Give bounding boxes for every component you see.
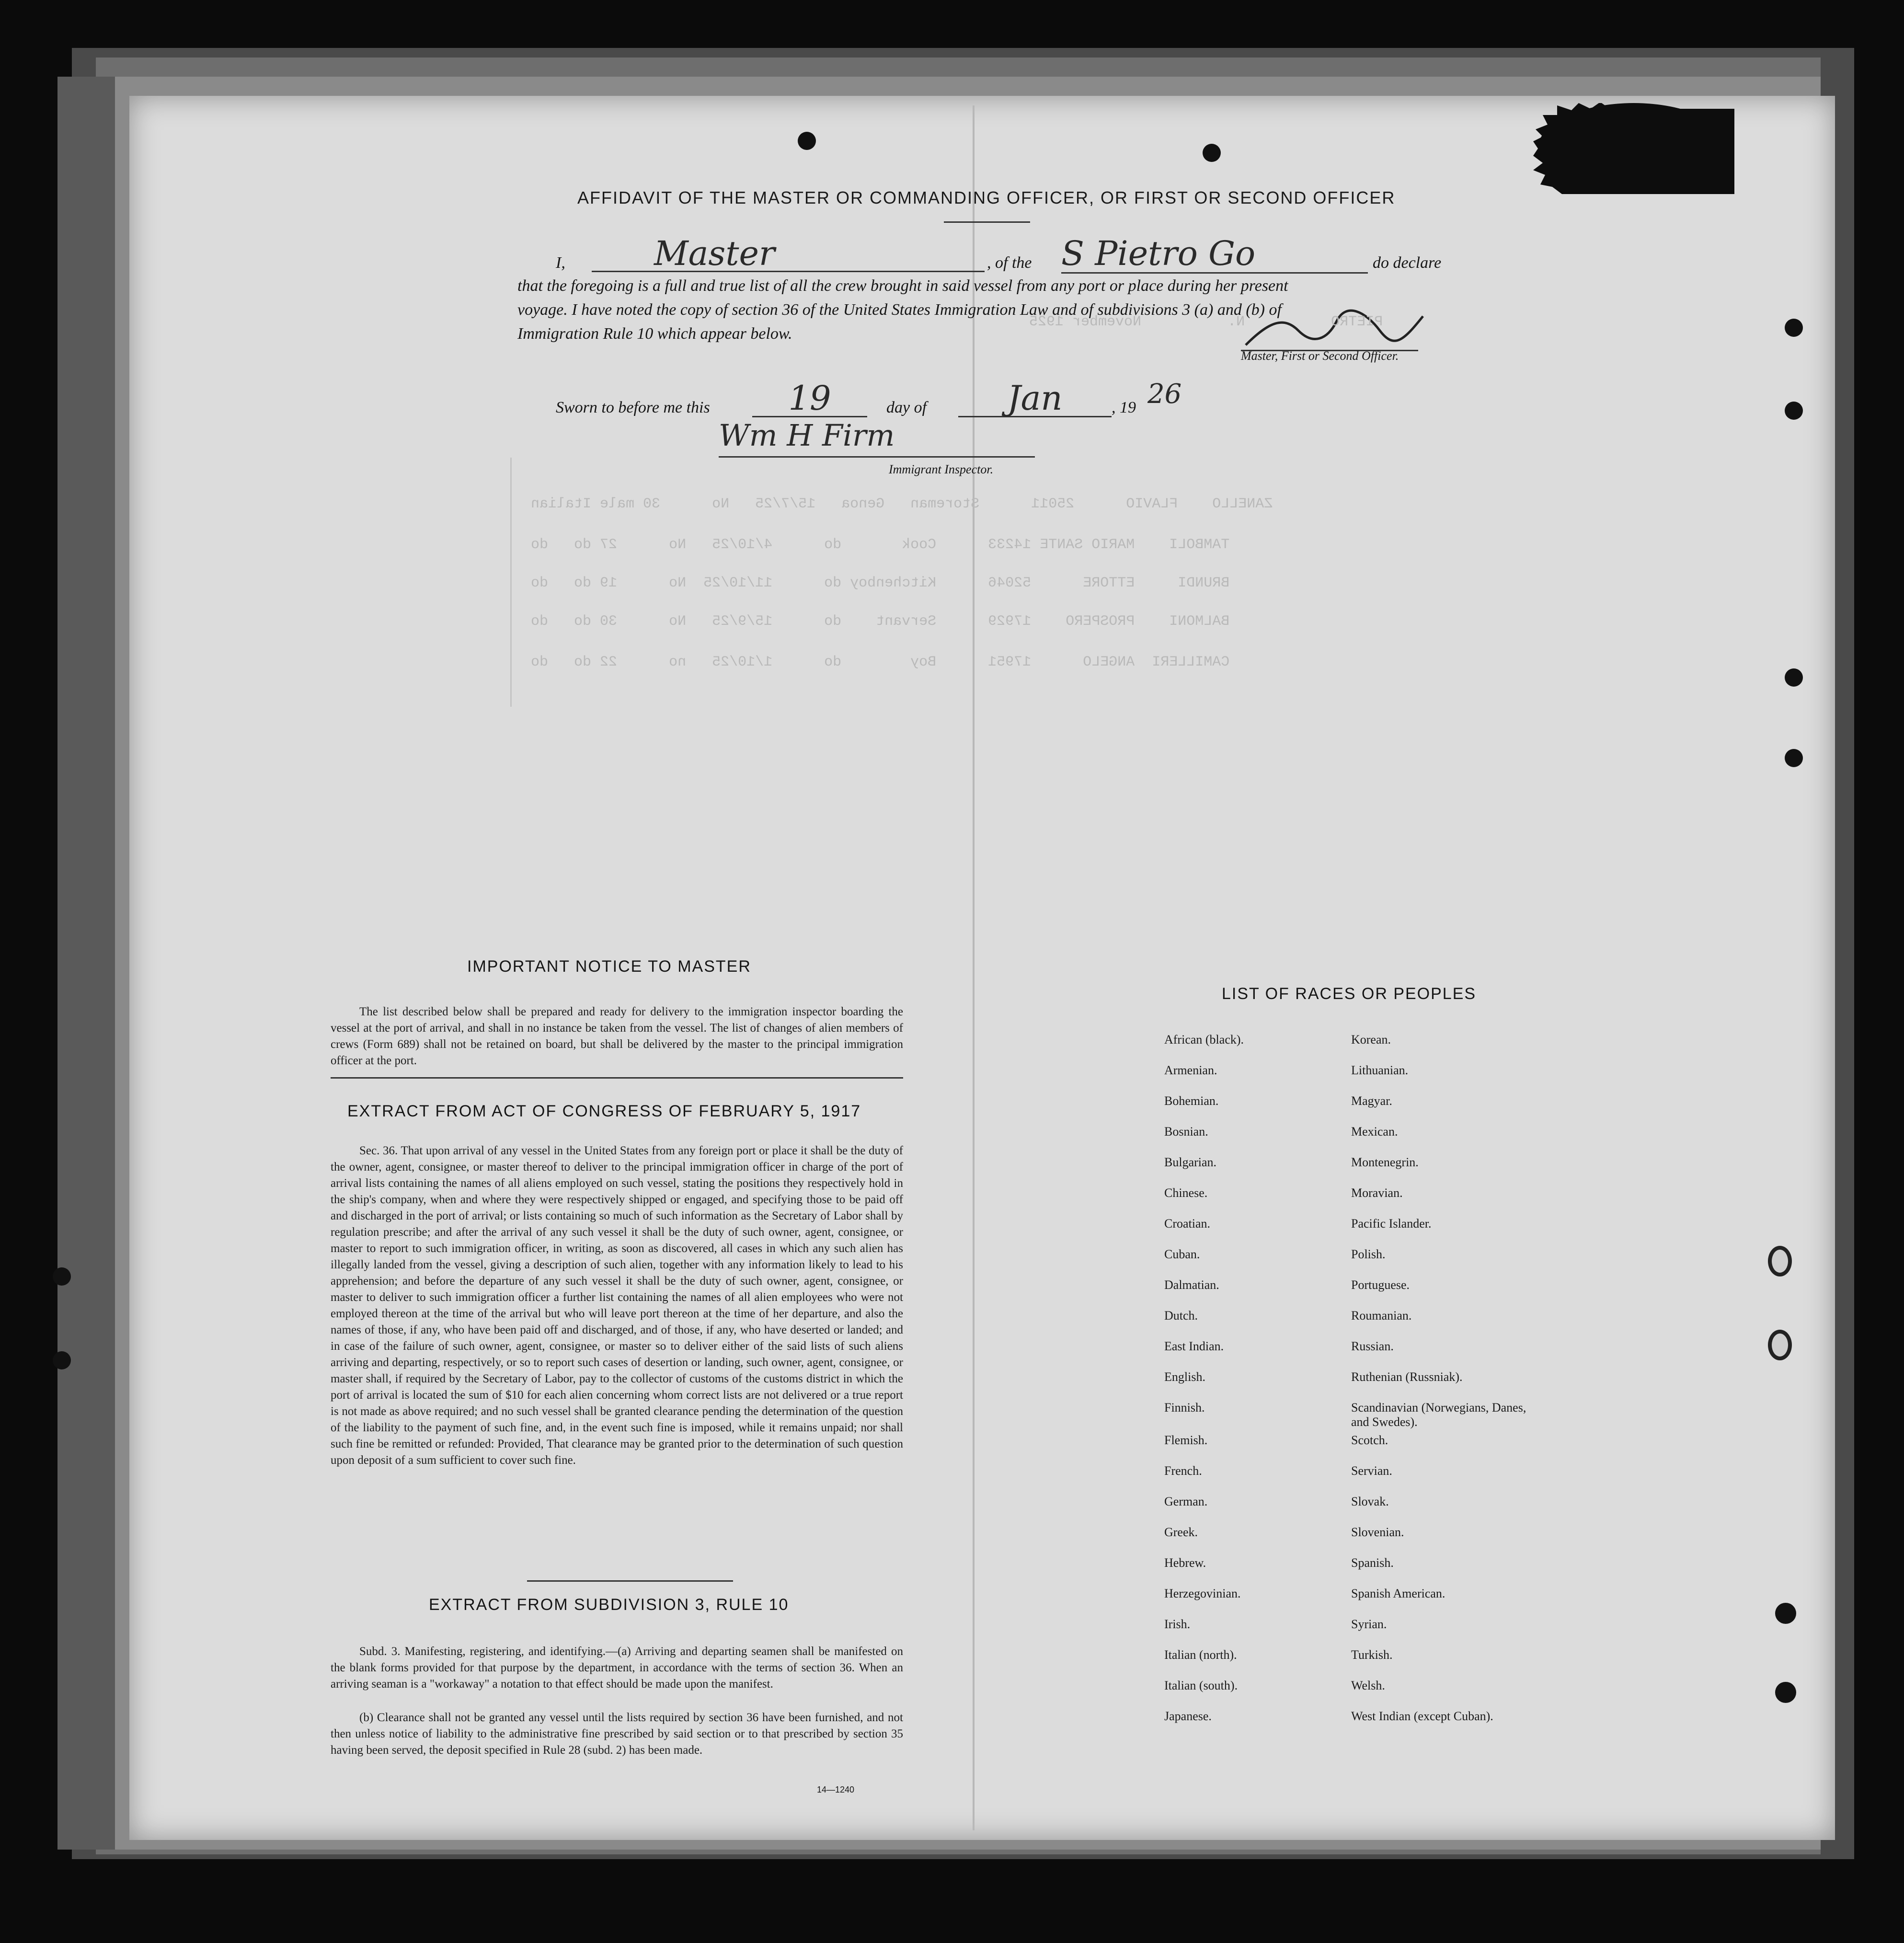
race-item: German. [1164, 1495, 1208, 1508]
race-item: Italian (north). [1164, 1648, 1237, 1662]
sworn-day-handwritten: 19 [752, 379, 867, 417]
affidavit-line2: that the foregoing is a full and true list of all the crew brought in said vessel from any port or place during her present [517, 277, 1288, 295]
vessel-name-handwritten: S Pietro Go [1061, 234, 1368, 274]
punch-hole [1785, 402, 1803, 420]
bleedthrough-row: ZANELLO FLAVIO 25011 Storeman Genoa 15/7/25 No 30 male Italian [531, 496, 1273, 512]
affidavit-line1-suffix: do declare [1373, 254, 1442, 272]
manifest-page [129, 96, 1835, 1840]
race-item: Servian. [1351, 1464, 1392, 1478]
divider [331, 1077, 903, 1079]
race-item: Scandinavian (Norwegians, Danes, and Swedes). [1351, 1401, 1526, 1429]
bleedthrough-header: PIETRO N. November 1925 [1029, 314, 1383, 330]
inspector-caption: Immigrant Inspector. [889, 462, 994, 476]
race-item: Slovenian. [1351, 1525, 1404, 1539]
race-item: Pacific Islander. [1351, 1217, 1432, 1230]
affidavit-title: AFFIDAVIT OF THE MASTER OR COMMANDING OFFICER, OR FIRST OR SECOND OFFICER [577, 188, 1396, 207]
race-item: Finnish. [1164, 1401, 1205, 1414]
race-item: Magyar. [1351, 1094, 1392, 1108]
race-item: Dutch. [1164, 1309, 1198, 1322]
race-item: Scotch. [1351, 1433, 1388, 1447]
race-item: Dalmatian. [1164, 1278, 1219, 1292]
race-item: Bulgarian. [1164, 1155, 1217, 1169]
punch-hole [798, 132, 816, 150]
seal-stamp [1533, 103, 1734, 199]
inspector-signature: Wm H Firm [719, 418, 1035, 458]
race-item: Ruthenian (Russniak). [1351, 1370, 1463, 1384]
race-item: Slovak. [1351, 1495, 1389, 1508]
punch-hole [1775, 1682, 1796, 1703]
race-item: Croatian. [1164, 1217, 1211, 1230]
page-edge-strip [57, 77, 115, 1850]
bleedthrough-row: CAMILLERI ANGELO 17951 Boy do 1/10/25 no 22 do do [531, 654, 1230, 670]
race-item: Greek. [1164, 1525, 1198, 1539]
sworn-day-of: day of [886, 399, 927, 416]
divider [944, 221, 1030, 223]
race-item: Irish. [1164, 1617, 1191, 1631]
race-item: East Indian. [1164, 1339, 1224, 1353]
rule-text-a: Subd. 3. Manifesting, registering, and identifying.—(a) Arriving and departing seamen shall be manifested on the blank forms provided for that purpose by the department, in accordance with the terms of section 36. When an arriving seaman is a "workaway" a notation to that effect should be made upon the manifest. [331, 1645, 903, 1690]
race-item: Spanish American. [1351, 1587, 1445, 1600]
race-item: Armenian. [1164, 1063, 1217, 1077]
affidavit-line3: voyage. I have noted the copy of section 36 of the United States Immigration Law and of subdivisions 3 (a) and (b) of [517, 301, 1282, 319]
race-item: African (black). [1164, 1033, 1244, 1046]
punch-hole [1775, 1603, 1796, 1624]
race-item: Bosnian. [1164, 1125, 1208, 1138]
punch-hole [1785, 319, 1803, 337]
race-item: Japanese. [1164, 1709, 1212, 1723]
affidavit-line1-mid: , of the [987, 254, 1032, 272]
sworn-prefix: Sworn to before me this [556, 399, 710, 416]
affidavit-line4: Immigration Rule 10 which appear below. [517, 325, 792, 343]
race-item: Spanish. [1351, 1556, 1394, 1570]
race-item: Cuban. [1164, 1247, 1200, 1261]
race-item: French. [1164, 1464, 1202, 1478]
sworn-month-handwritten: Jan [958, 379, 1112, 417]
signature-caption: Master, First or Second Officer. [1241, 349, 1399, 363]
punch-hole [1768, 1330, 1792, 1360]
race-item: Chinese. [1164, 1186, 1208, 1200]
race-item: Herzegovinian. [1164, 1587, 1241, 1600]
race-item: Roumanian. [1351, 1309, 1412, 1322]
master-name-handwritten: Master [592, 234, 985, 272]
race-item: Mexican. [1351, 1125, 1398, 1138]
form-number: 14—1240 [817, 1785, 855, 1794]
race-item: Bohemian. [1164, 1094, 1219, 1108]
race-item: Montenegrin. [1351, 1155, 1419, 1169]
races-column-1 [1164, 1033, 1346, 1732]
bleedthrough-row: BALMONI PROSPERO 17929 Servant do 15/9/25 No 30 do do [531, 613, 1230, 630]
sworn-year-prefix: , 19 [1112, 399, 1136, 416]
race-item: Moravian. [1351, 1186, 1403, 1200]
race-item: Syrian. [1351, 1617, 1387, 1631]
punch-hole [1203, 144, 1221, 162]
race-item: Turkish. [1351, 1648, 1393, 1662]
notice-title: IMPORTANT NOTICE TO MASTER [467, 957, 751, 976]
punch-hole [1768, 1246, 1792, 1276]
race-item: Lithuanian. [1351, 1063, 1409, 1077]
race-item: West Indian (except Cuban). [1351, 1709, 1493, 1723]
race-item: Italian (south). [1164, 1679, 1238, 1692]
race-item: Flemish. [1164, 1433, 1208, 1447]
act-text: Sec. 36. That upon arrival of any vessel in the United States from any foreign port or place it shall be the duty of the owner, agent, consignee, or master thereof to deliver to the principal immigration officer in charge of the port of arrival lists containing the names of all aliens employed on such vessel, stating the positions they respectively hold in the ship's company, when and where they were respectively shipped or engaged, and specifying those to be paid off and discharged in the port of arrival; or lists containing so much of such information as the Secretary of Labor shall by regulation prescribe; and after the arrival of any such vessel it shall be the duty of such owner, agent, consignee, or master to report to such immigration officer, in writing, as soon as discovered, all cases in which any such alien has illegally landed from the vessel, giving a description of such alien, together with any information likely to lead to his apprehension; and before the departure of any such vessel it shall be the duty of such owner, agent, consignee, or master to deliver to such immigration officer a further list containing the names of all alien employees who were not employed thereon at the time of the arrival but who will leave port thereon at the time of her departure, and also the names of those, if any, who have been paid off and discharged, and of those, if any, who have deserted or landed; and in case of the failure of such owner, agent, consignee, or master so to deliver either of the said lists of such aliens arriving and departing, respectively, or so to report such cases of desertion or landing, such owner, agent, consignee, or master shall, if required by the Secretary of Labor, pay to the collector of customs of the customs district in which the port of arrival is located the sum of $10 for each alien concerning whom correct lists are not delivered or a true report is not made as above required; and no such vessel shall be granted clearance pending the determination of the question of the liability to the payment of such fine, and, in the event such fine is imposed, while it remains unpaid; nor shall such fine be remitted or refunded: Provided, That clearance may be granted prior to the determination of such question upon deposit of a sum sufficient to cover such fine. [331, 1144, 903, 1467]
act-title: EXTRACT FROM ACT OF CONGRESS OF FEBRUARY 5, 1917 [347, 1102, 861, 1120]
punch-hole [53, 1351, 71, 1369]
affidavit-line1-prefix: I, [556, 254, 565, 272]
races-title: LIST OF RACES OR PEOPLES [1222, 985, 1477, 1003]
race-item: Hebrew. [1164, 1556, 1206, 1570]
bleedthrough-row: TAMBOLI MARIO SANTE 14233 Cook do 4/10/25 No 27 do do [531, 537, 1230, 553]
races-column-2 [1351, 1033, 1567, 1732]
bleedthrough-row: BRUNDI ETTORE 52046 Kitchenboy do 11/10/25 No 19 do do [531, 575, 1230, 591]
sworn-year-handwritten: 26 [1147, 379, 1182, 410]
race-item: Polish. [1351, 1247, 1386, 1261]
punch-hole [53, 1267, 71, 1286]
divider [527, 1580, 733, 1582]
rule-text-b: (b) Clearance shall not be granted any vessel until the lists required by section 36 have been furnished, and not then unless notice of liability to the administrative fine prescribed by said section or to that prescribed by section 35 having been served, the deposit specified in Rule 28 (subd. 2) has been made. [331, 1711, 903, 1757]
race-item: Portuguese. [1351, 1278, 1410, 1292]
race-item: Welsh. [1351, 1679, 1385, 1692]
page-fold [973, 105, 975, 1830]
punch-hole [1785, 749, 1803, 767]
race-item: English. [1164, 1370, 1205, 1384]
notice-text: The list described below shall be prepared and ready for delivery to the immigration inspector boarding the vessel at the port of arrival, and shall in no instance be taken from the vessel. The list of changes of alien members of crews (Form 689) shall not be retained on board, but shall be delivered by the master to the principal immigration officer at the port. [331, 1005, 903, 1067]
punch-hole [1785, 668, 1803, 687]
race-item: Russian. [1351, 1339, 1394, 1353]
race-item: Korean. [1351, 1033, 1391, 1046]
rule-title: EXTRACT FROM SUBDIVISION 3, RULE 10 [429, 1596, 789, 1614]
